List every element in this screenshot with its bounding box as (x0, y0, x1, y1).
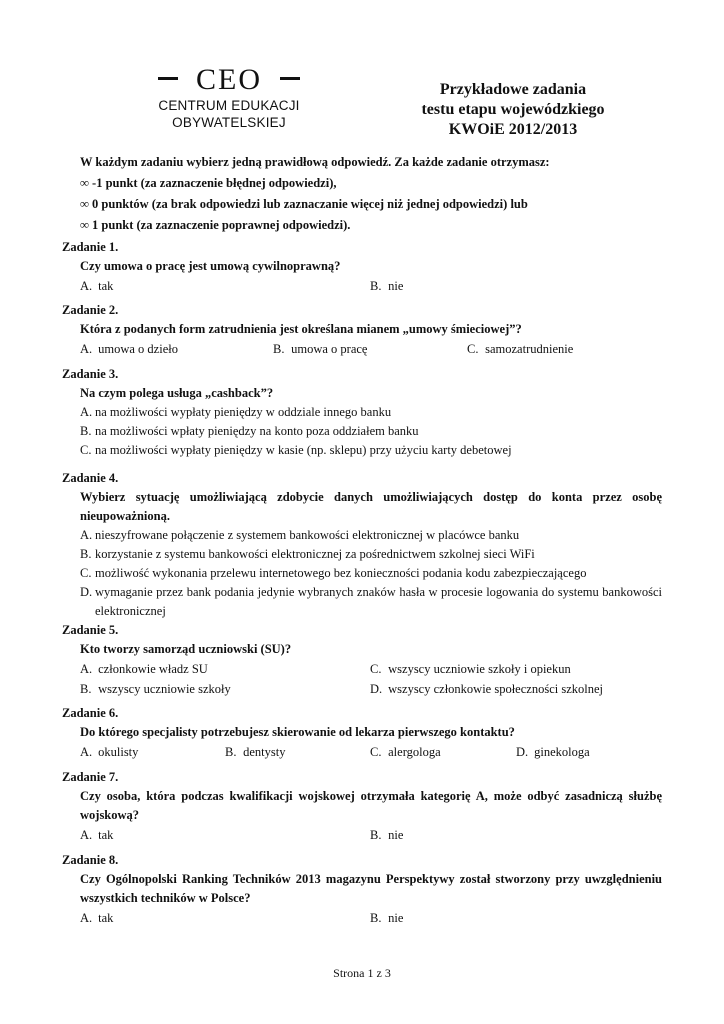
task-3 (62, 364, 662, 460)
task-question: Wybierz sytuację umożliwiającą zdobycie danych umożliwiających dostęp do konta przez osobę nieupoważnioną. (80, 490, 662, 523)
task-label: Zadanie 7. (62, 770, 119, 784)
task-question: Do którego specjalisty potrzebujesz skierowanie od lekarza pierwszego kontaktu? (80, 725, 515, 739)
instructions-lead: W każdym zadaniu wybierz jedną prawidłową odpowiedź. Za każde zadanie otrzymasz: (80, 155, 550, 169)
page-number: Strona 1 z 3 (333, 966, 391, 980)
answer-option-c[interactable]: C. na możliwości wypłaty pieniędzy w kasie (np. sklepu) przy użyciu karty debetowej (80, 443, 512, 457)
ceo-logo (158, 64, 300, 138)
infinity-bullet-icon: ∞ (80, 176, 89, 190)
task-question: Kto tworzy samorząd uczniowski (SU)? (80, 642, 292, 656)
task-label: Zadanie 6. (62, 706, 119, 720)
answer-option-b[interactable]: B. korzystanie z systemu bankowości elektronicznej za pośrednictwem szkolnej sieci WiFi (80, 547, 535, 561)
title-line-1: Przykładowe zadania (439, 81, 587, 98)
task-5 (62, 620, 662, 699)
task-question: Czy Ogólnopolski Ranking Techników 2013 magazynu Perspektywy został stworzony przy uwzględnieniu wszystkich techników w Polsce? (80, 872, 662, 905)
task-question: Czy osoba, która podczas kwalifikacji wojskowej otrzymała kategorię A, może odbyć zasadniczą służbę wojskową? (80, 789, 662, 822)
logo-line-1: CENTRUM EDUKACJI (158, 98, 300, 113)
answer-option-b[interactable]: B. nie (370, 828, 404, 842)
answer-option-b[interactable]: B. na możliwości wpłaty pieniędzy na konto poza oddziałem banku (80, 424, 419, 438)
answer-option-a[interactable]: A. tak (80, 279, 114, 293)
task-label: Zadanie 4. (62, 471, 119, 485)
logo-right-rule (280, 77, 300, 80)
task-label: Zadanie 1. (62, 240, 119, 254)
answer-option-a[interactable]: A. nieszyfrowane połączenie z systemem bankowości elektronicznej w placówce banku (80, 528, 520, 542)
answer-option-a[interactable]: A. umowa o dzieło (80, 342, 178, 356)
task-1 (62, 237, 662, 296)
infinity-bullet-icon: ∞ (80, 197, 89, 211)
instructions-bullet: ∞ 0 punktów (za brak odpowiedzi lub zaznaczanie więcej niż jednej odpowiedzi) lub (80, 197, 528, 211)
answer-option-c[interactable]: C. wszyscy uczniowie szkoły i opiekun (370, 662, 571, 676)
logo-mark: CEO (196, 63, 262, 96)
answer-option-b[interactable]: B. wszyscy uczniowie szkoły (80, 682, 231, 696)
task-label: Zadanie 5. (62, 623, 119, 637)
instructions-bullet: ∞ -1 punkt (za zaznaczenie błędnej odpowiedzi), (80, 176, 337, 190)
logo-org-name (158, 97, 300, 131)
answer-option-d[interactable]: D. ginekologa (516, 745, 590, 759)
task-4 (62, 468, 662, 621)
answer-option-b[interactable]: B. nie (370, 279, 404, 293)
answer-option-b[interactable]: B. nie (370, 911, 404, 925)
logo-line-2: OBYWATELSKIEJ (172, 115, 286, 130)
answer-option-b[interactable]: B. dentysty (225, 745, 286, 759)
answer-option-d[interactable]: D. wymaganie przez bank podania jedynie wybranych znaków hasła w procesie logowania do systemu bankowości elektronicznej (80, 585, 662, 618)
title-line-2: testu etapu wojewódzkiego (421, 101, 605, 118)
answer-option-a[interactable]: A. członkowie władz SU (80, 662, 208, 676)
answer-option-a[interactable]: A. na możliwości wypłaty pieniędzy w oddziale innego banku (80, 405, 392, 419)
answer-option-c[interactable]: C. alergologa (370, 745, 441, 759)
task-8 (62, 850, 662, 928)
task-2 (62, 300, 662, 359)
answer-option-c[interactable]: C. samozatrudnienie (467, 342, 574, 356)
task-question: Która z podanych form zatrudnienia jest określana mianem „umowy śmieciowej”? (80, 322, 522, 336)
answer-option-d[interactable]: D. wszyscy członkowie społeczności szkolnej (370, 682, 603, 696)
answer-option-c[interactable]: C. możliwość wykonania przelewu internetowego bez konieczności podania kodu zabezpieczającego (80, 566, 587, 580)
document-title (400, 80, 626, 140)
answer-option-b[interactable]: B. umowa o pracę (273, 342, 368, 356)
task-6 (62, 703, 662, 762)
answer-option-a[interactable]: A. tak (80, 828, 114, 842)
task-question: Na czym polega usługa „cashback”? (80, 386, 274, 400)
logo-left-rule (158, 77, 178, 80)
task-label: Zadanie 3. (62, 367, 119, 381)
task-7 (62, 767, 662, 845)
task-question: Czy umowa o pracę jest umową cywilnoprawną? (80, 259, 341, 273)
title-line-3: KWOiE 2012/2013 (448, 121, 578, 138)
instructions (80, 152, 660, 236)
task-label: Zadanie 8. (62, 853, 119, 867)
task-label: Zadanie 2. (62, 303, 119, 317)
answer-option-a[interactable]: A. okulisty (80, 745, 139, 759)
instructions-bullet: ∞ 1 punkt (za zaznaczenie poprawnej odpowiedzi). (80, 218, 351, 232)
infinity-bullet-icon: ∞ (80, 218, 89, 232)
answer-option-a[interactable]: A. tak (80, 911, 114, 925)
